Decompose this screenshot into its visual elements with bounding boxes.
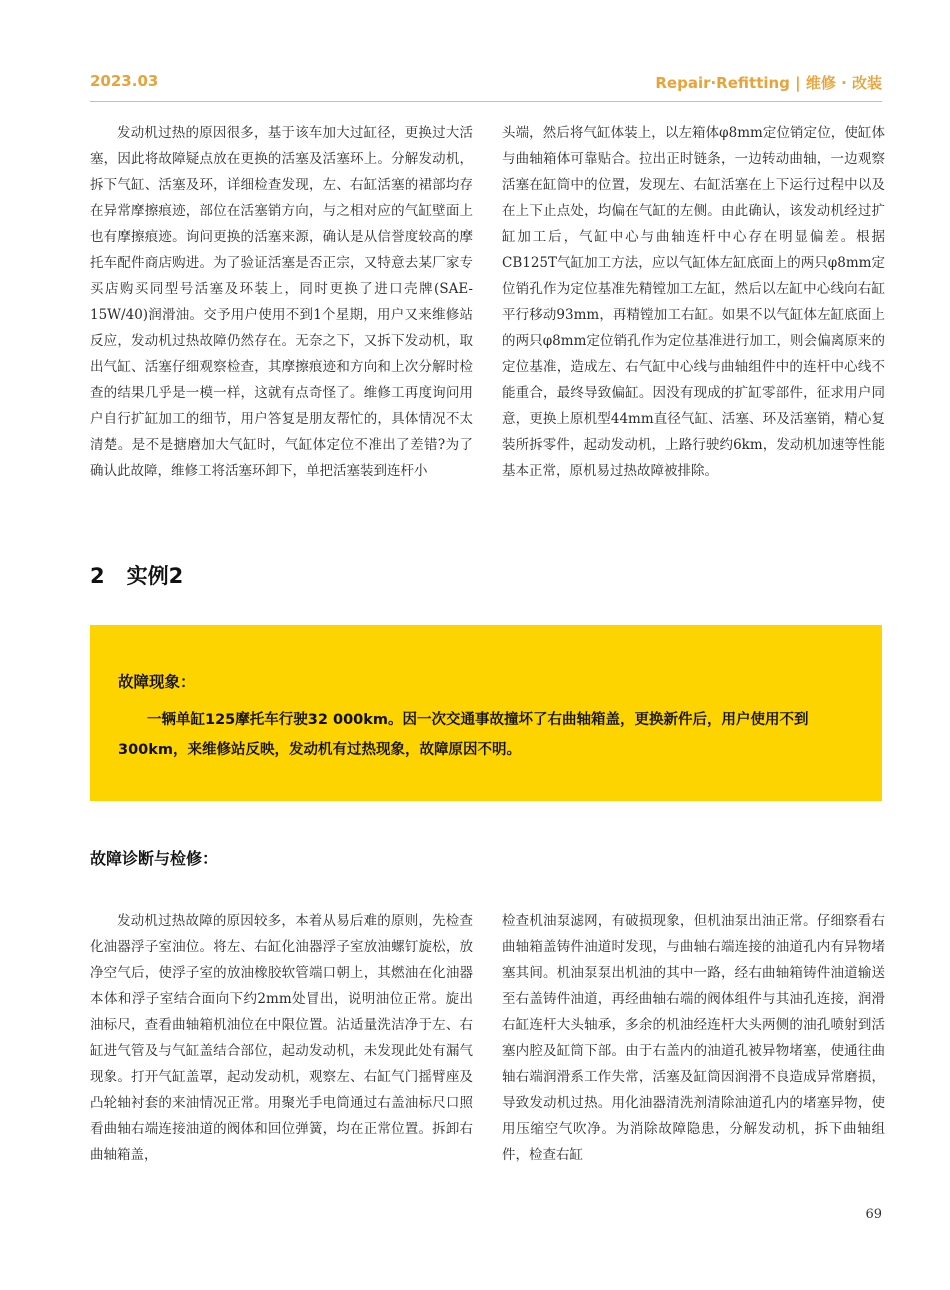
paragraph: 头端，然后将气缸体装上，以左箱体φ8mm定位销定位，使缸体与曲轴箱体可靠贴合。拉出正时链条，一边转动曲轴，一边观察活塞在缸筒中的位置，发现左、右缸活塞在上下运行过程中以及在上下止点处，均偏在气缸的左侧。由此确认，该发动机经过扩缸加工后，气缸中心与曲轴连杆中心存在明显偏差。根据CB125T气缸加工方法，应以气缸体左缸底面上的两只φ8mm定位销孔作为定位基准先精镗加工左缸，然后以左缸中心线向右缸平行移动93mm，再精镗加工右缸。如果不以气缸体左缸底面上的两只φ8mm定位销孔作为定位基准进行加工，则会偏离原来的定位基准，造成左、右气缸中心线与曲轴组件中的连杆中心线不能重合，最终导致偏缸。因没有现成的扩缸零部件，征求用户同意，更换上原机型44mm直径气缸、活塞、环及活塞销，精心复装所拆零件，起动发动机，上路行驶约6km，发动机加速等性能基本正常，原机易过热故障被排除。 bbox=[502, 125, 885, 479]
body-column-right bbox=[502, 120, 885, 484]
fault-symptom-box bbox=[90, 625, 882, 801]
fault-symptom-label: 故障现象： bbox=[118, 673, 196, 691]
diagnosis-column-right bbox=[502, 908, 885, 1168]
fault-symptom-text: 一辆单缸125摩托车行驶32 000km。因一次交通事故撞坏了右曲轴箱盖，更换新件后，用户使用不到300km，来维修站反映，发动机有过热现象，故障原因不明。 bbox=[118, 712, 809, 758]
section-name: Repair·Refitting | 维修 · 改装 bbox=[655, 74, 882, 92]
issue-date: 2023.03 bbox=[90, 72, 159, 90]
section-heading bbox=[90, 560, 183, 590]
body-column-left bbox=[90, 120, 473, 484]
page-number: 69 bbox=[865, 1207, 882, 1222]
diagnosis-column-left bbox=[90, 908, 473, 1168]
section-number: 2 bbox=[90, 564, 105, 588]
paragraph: 检查机油泵滤网，有破损现象，但机油泵出油正常。仔细察看右曲轴箱盖铸件油道时发现，与曲轴右端连接的油道孔内有异物堵塞其间。机油泵泵出机油的其中一路，经右曲轴箱铸件油道输送至右盖铸件油道，再经曲轴右端的阀体组件与其油孔连接，润滑右缸连杆大头轴承，多余的机油经连杆大头两侧的油孔喷射到活塞内腔及缸筒下部。由于右盖内的油道孔被异物堵塞，使通往曲轴右端润滑系工作失常，活塞及缸筒因润滑不良造成异常磨损，导致发动机过热。用化油器清洗剂清除油道孔内的堵塞异物，使用压缩空气吹净。为消除故障隐患，分解发动机，拆下曲轴组件，检查右缸 bbox=[502, 913, 885, 1163]
paragraph: 发动机过热故障的原因较多，本着从易后难的原则，先检查化油器浮子室油位。将左、右缸化油器浮子室放油螺钉旋松，放净空气后，使浮子室的放油橡胶软管端口朝上，其燃油在化油器本体和浮子室结合面向下约2mm处冒出，说明油位正常。旋出油标尺，查看曲轴箱机油位在中限位置。沾适量洗洁净于左、右缸进气管及与气缸盖结合部位，起动发动机，未发现此处有漏气现象。打开气缸盖罩，起动发动机，观察左、右缸气门摇臂座及凸轮轴衬套的来油情况正常。用聚光手电筒通过右盖油标尺口照看曲轴右端连接油道的阀体和回位弹簧，均在正常位置。拆卸右曲轴箱盖， bbox=[90, 913, 473, 1163]
header-divider bbox=[90, 101, 882, 102]
section-title: 实例2 bbox=[126, 564, 184, 588]
diagnosis-heading: 故障诊断与检修： bbox=[90, 849, 219, 868]
paragraph: 发动机过热的原因很多，基于该车加大过缸径，更换过大活塞，因此将故障疑点放在更换的活塞及活塞环上。分解发动机，拆下气缸、活塞及环，详细检查发现，左、右缸活塞的裙部均存在异常摩擦痕迹，部位在活塞销方向，与之相对应的气缸壁面上也有摩擦痕迹。询问更换的活塞来源，确认是从信誉度较高的摩托车配件商店购进。为了验证活塞是否正宗，又特意去某厂家专买店购买同型号活塞及环装上，同时更换了进口壳牌(SAE-15W/40)润滑油。交予用户使用不到1个星期，用户又来维修站反应，发动机过热故障仍然存在。无奈之下，又拆下发动机，取出气缸、活塞仔细观察检查，其摩擦痕迹和方向和上次分解时检查的结果几乎是一模一样，这就有点奇怪了。维修工再度询问用户自行扩缸加工的细节，用户答复是朋友帮忙的，具体情况不太清楚。是不是搪磨加大气缸时，气缸体定位不准出了差错?为了确认此故障，维修工将活塞环卸下，单把活塞装到连杆小 bbox=[90, 125, 473, 479]
